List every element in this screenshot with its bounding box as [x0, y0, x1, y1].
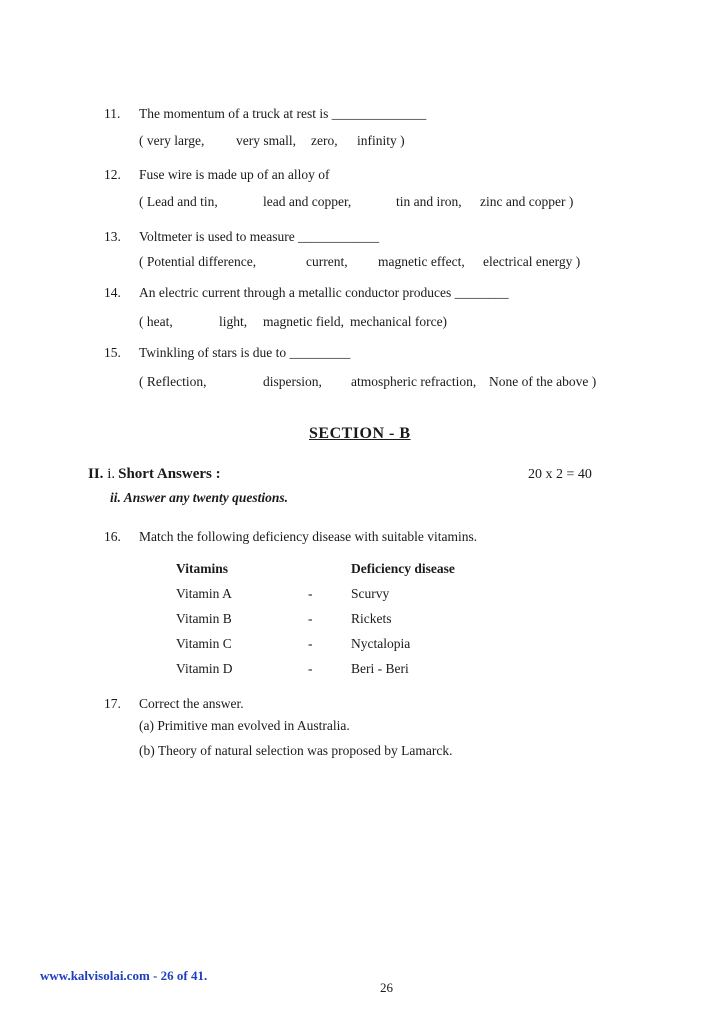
question-text: An electric current through a metallic conductor produces ________	[139, 285, 509, 300]
instruction: ii. Answer any twenty questions.	[110, 490, 289, 505]
option: magnetic field,	[263, 314, 344, 329]
table-cell-dash: -	[308, 661, 313, 676]
table-cell-disease: Scurvy	[351, 586, 390, 601]
option: ( Lead and tin,	[139, 194, 218, 209]
table-cell-dash: -	[308, 611, 313, 626]
option: None of the above )	[489, 374, 597, 389]
option: dispersion,	[263, 374, 322, 389]
option: zinc and copper )	[480, 194, 574, 209]
option: ( heat,	[139, 314, 173, 329]
option: ( very large,	[139, 133, 205, 148]
question-number: 13.	[104, 229, 121, 244]
table-header: Vitamins	[176, 561, 229, 576]
marks: 20 x 2 = 40	[528, 467, 592, 482]
table-header: Deficiency disease	[351, 561, 455, 576]
answer-part: (b) Theory of natural selection was proposed by Lamarck.	[139, 743, 453, 758]
option: infinity )	[357, 133, 405, 148]
question-number: 11.	[104, 106, 121, 121]
question-number: 14.	[104, 285, 121, 300]
question-text: Match the following deficiency disease with suitable vitamins.	[139, 529, 478, 544]
option: atmospheric refraction,	[351, 374, 477, 389]
question-text: Correct the answer.	[139, 696, 244, 711]
answer-part: (a) Primitive man evolved in Australia.	[139, 718, 350, 733]
section-title: SECTION - B	[309, 425, 411, 442]
table-cell-vitamin: Vitamin D	[176, 661, 233, 676]
footer-site-link[interactable]: www.kalvisolai.com - 26 of 41.	[40, 968, 208, 983]
page-number: 26	[380, 980, 393, 995]
table-cell-dash: -	[308, 636, 313, 651]
option: light,	[219, 314, 248, 329]
part-heading	[88, 466, 221, 483]
option: tin and iron,	[396, 194, 462, 209]
question-number: 12.	[104, 167, 121, 182]
question-number: 15.	[104, 345, 121, 360]
question-text: Twinkling of stars is due to _________	[139, 345, 351, 360]
table-cell-vitamin: Vitamin A	[176, 586, 232, 601]
table-cell-vitamin: Vitamin B	[176, 611, 232, 626]
table-cell-disease: Rickets	[351, 611, 392, 626]
option: electrical energy )	[483, 254, 581, 269]
option: zero,	[311, 133, 338, 148]
option: very small,	[236, 133, 296, 148]
question-number: 16.	[104, 529, 121, 544]
question-text: Fuse wire is made up of an alloy of	[139, 167, 330, 182]
question-number: 17.	[104, 696, 121, 711]
option: lead and copper,	[263, 194, 352, 209]
table-cell-dash: -	[308, 586, 313, 601]
table-cell-disease: Beri - Beri	[351, 661, 409, 676]
option: ( Reflection,	[139, 374, 207, 389]
question-text: Voltmeter is used to measure ____________	[139, 229, 380, 244]
part-sub: i.	[107, 466, 116, 482]
table-cell-vitamin: Vitamin C	[176, 636, 232, 651]
option: magnetic effect,	[378, 254, 465, 269]
part-label: II.	[88, 466, 104, 482]
option: mechanical force)	[350, 314, 448, 329]
table-cell-disease: Nyctalopia	[351, 636, 411, 651]
question-text: The momentum of a truck at rest is ______________	[139, 106, 427, 121]
option: ( Potential difference,	[139, 254, 257, 269]
option: current,	[306, 254, 348, 269]
part-title: Short Answers :	[118, 466, 221, 482]
